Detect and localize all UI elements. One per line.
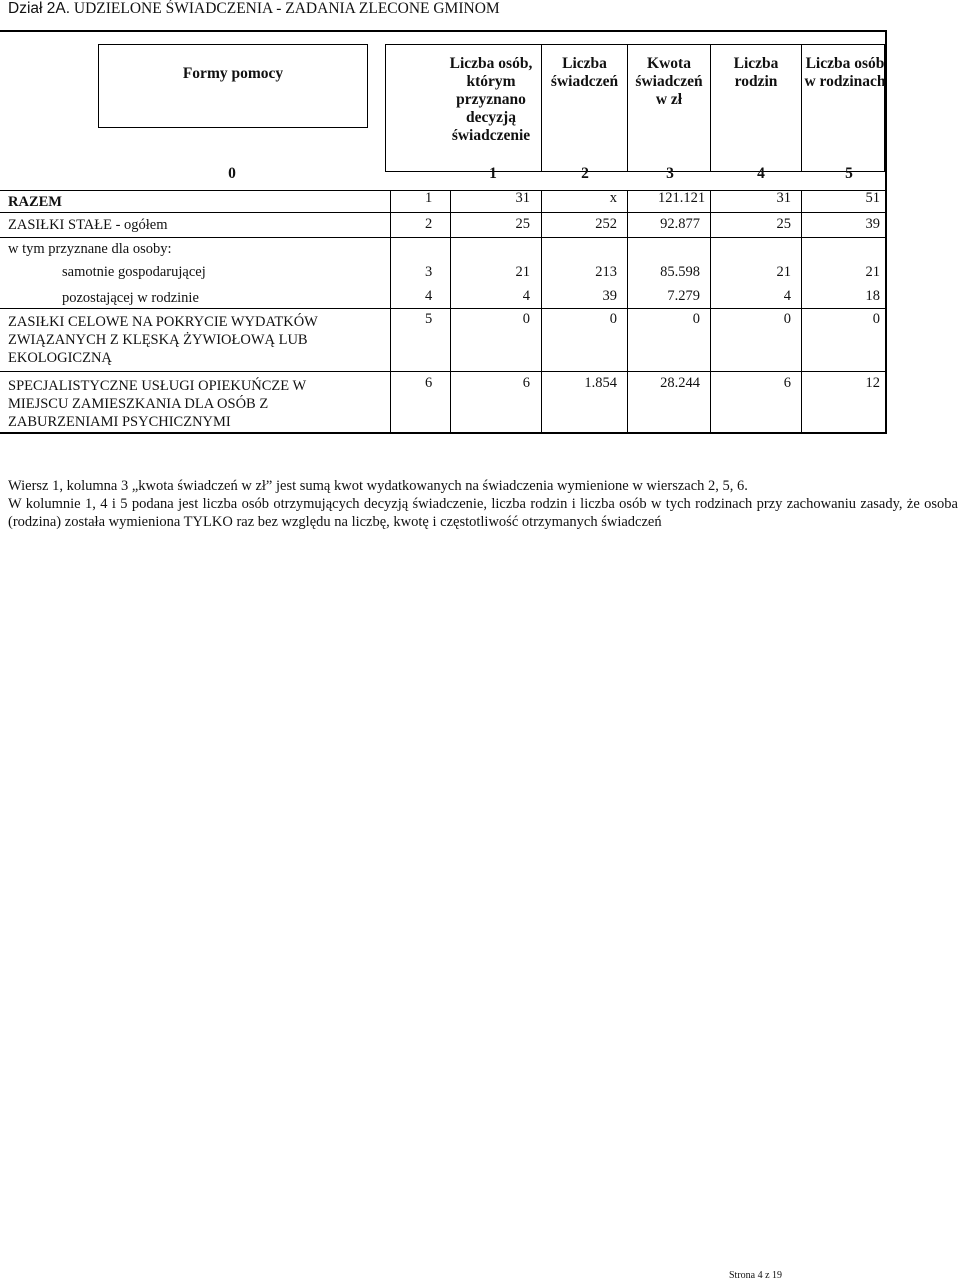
row-label-samotnie: samotnie gospodarującej: [62, 264, 206, 280]
section-number: Dział 2A.: [8, 0, 71, 17]
column-index-1: 1: [489, 165, 497, 182]
row-5-persons: 0: [522, 311, 530, 327]
row-4-amount: 7.279: [667, 288, 700, 304]
row-1-families: 31: [776, 190, 791, 206]
column-index-3: 3: [666, 165, 674, 182]
row-4-number: 4: [425, 288, 433, 304]
header-amount: Kwota świadczeń w zł: [635, 55, 703, 108]
row-3-persons-in-families: 21: [865, 264, 880, 280]
column-index-4: 4: [757, 165, 765, 182]
row-1-benefits: x: [609, 190, 617, 206]
row-3-persons: 21: [515, 264, 530, 280]
row-4-persons-in-families: 18: [865, 288, 880, 304]
row-2-persons-in-families: 39: [865, 216, 880, 232]
page-heading: [8, 0, 500, 18]
row-2-persons: 25: [515, 216, 530, 232]
row-3-benefits: 213: [595, 264, 617, 280]
row-1-number: 1: [425, 190, 433, 206]
row-3-number: 3: [425, 264, 433, 280]
header-families: Liczba rodzin: [733, 55, 779, 90]
header-benefits: Liczba świadczeń: [550, 55, 619, 90]
section-title: UDZIELONE ŚWIADCZENIA - ZADANIA ZLECONE GMINOM: [73, 0, 500, 17]
header-persons-in-families: Liczba osób w rodzinach: [804, 55, 886, 90]
row-4-persons: 4: [522, 288, 530, 304]
row-label-pozostajacej: pozostającej w rodzinie: [62, 290, 199, 306]
row-2-benefits: 252: [595, 216, 617, 232]
row-6-persons: 6: [522, 375, 530, 391]
row-2-families: 25: [776, 216, 791, 232]
row-5-persons-in-families: 0: [872, 311, 880, 327]
row-1-amount: 121.121: [658, 190, 706, 206]
header-persons: Liczba osób, którym przyznano decyzją świadczenie: [449, 55, 533, 144]
header-forms-cell: [98, 44, 368, 128]
row-6-families: 6: [783, 375, 791, 391]
row-6-number: 6: [425, 375, 433, 391]
row-2-number: 2: [425, 216, 433, 232]
row-label-zasilki-celowe: ZASIŁKI CELOWE NA POKRYCIE WYDATKÓW ZWIĄZANYCH Z KLĘSKĄ ŻYWIOŁOWĄ LUB EKOLOGICZNĄ: [8, 314, 318, 366]
row-5-families: 0: [783, 311, 791, 327]
row-4-benefits: 39: [602, 288, 617, 304]
column-index-2: 2: [581, 165, 589, 182]
row-label-razem: RAZEM: [8, 194, 62, 210]
note-line-2: W kolumnie 1, 4 i 5 podana jest liczba osób otrzymujących decyzją świadczenie, liczba rodzin i liczba osób w tych rodzinach przy zachowaniu zasady, że osoba (rodzina) została wymieniona TYLKO raz bez względu na liczbę, kwotę i częstotliwość otrzymanych świadczeń: [8, 496, 958, 530]
page-number: Strona 4 z 19: [729, 1270, 783, 1281]
row-3-amount: 85.598: [660, 264, 700, 280]
row-3-families: 21: [776, 264, 791, 280]
row-2-amount: 92.877: [660, 216, 700, 232]
row-1-persons-in-families: 51: [865, 190, 880, 206]
note-line-1: Wiersz 1, kolumna 3 „kwota świadczeń w zł” jest sumą kwot wydatkowanych na świadczenia wymienione w wierszach 2, 5, 6.: [8, 478, 748, 494]
column-index-0: 0: [228, 165, 236, 182]
row-5-amount: 0: [692, 311, 700, 327]
row-6-persons-in-families: 12: [865, 375, 880, 391]
header-forms: Formy pomocy: [182, 65, 284, 82]
row-label-zasilki-stale: [8, 217, 168, 234]
row-5-benefits: 0: [609, 311, 617, 327]
row-6-benefits: 1.854: [584, 375, 617, 391]
table-notes: [8, 477, 958, 531]
row-6-amount: 28.244: [660, 375, 700, 391]
row-label-uslugi-opiekuncze: SPECJALISTYCZNE USŁUGI OPIEKUŃCZE W MIEJSCU ZAMIESZKANIA DLA OSÓB Z ZABURZENIAMI PSYCHICZNYMI: [8, 378, 306, 430]
column-index-5: 5: [845, 165, 853, 182]
row-1-persons: 31: [515, 190, 530, 206]
row-label-intro: w tym przyznane dla osoby:: [8, 241, 172, 257]
row-label-zasilki-stale-text: ZASIŁKI STAŁE - ogółem: [8, 217, 168, 233]
row-5-number: 5: [425, 311, 433, 327]
row-4-families: 4: [783, 288, 791, 304]
